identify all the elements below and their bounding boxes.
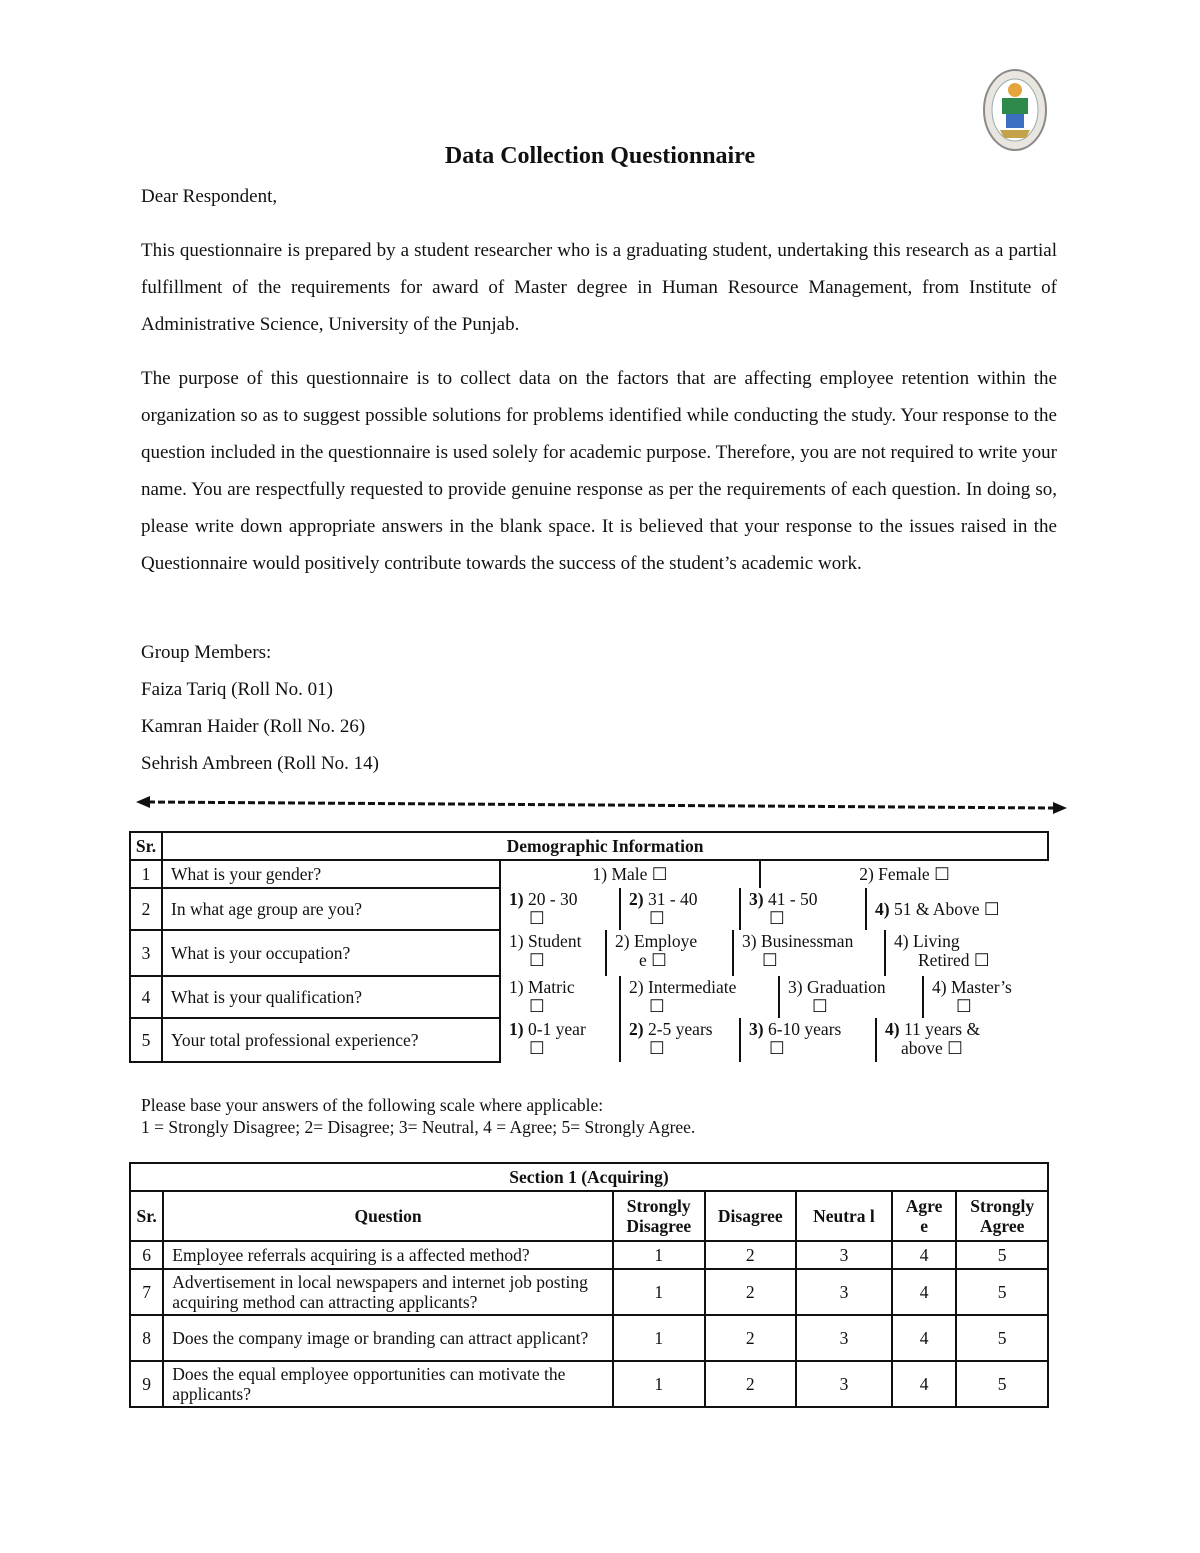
- question-experience: Your total professional experience?: [162, 1018, 500, 1062]
- purpose-paragraph: The purpose of this questionnaire is to collect data on the factors that are affecting employee retention within the organization so as to suggest possible solutions for problems identified while conducting the study. Your response to the question included in the questionnaire is used solely for academic purpose. Therefore, you are not required to write your name. You are respectfully requested to provide genuine response as per the requirements of each question. In doing so, please write down appropriate answers in the blank space. It is believed that your response to the issues raised in the Questionnaire would positively contribute towards the success of the student’s academic work.: [141, 368, 1057, 574]
- table-row: [130, 1315, 1048, 1361]
- rating-cell[interactable]: 4: [892, 1315, 957, 1361]
- rating-cell[interactable]: 3: [796, 1315, 892, 1361]
- question-age: In what age group are you?: [162, 888, 500, 930]
- col-header: Strongly Disagree: [613, 1191, 705, 1241]
- rating-cell[interactable]: 2: [705, 1315, 797, 1361]
- page-title: Data Collection Questionnaire: [444, 143, 756, 169]
- scale-line-2: 1 = Strongly Disagree; 2= Disagree; 3= Neutral, 4 = Agree; 5= Strongly Agree.: [141, 1117, 696, 1137]
- scale-instructions: [141, 1094, 695, 1138]
- member-name: Faiza Tariq (Roll No. 01): [141, 679, 333, 700]
- option-age-1[interactable]: 1) 20 - 30 ☐: [501, 888, 620, 930]
- question-qualification: What is your qualification?: [162, 976, 500, 1018]
- rating-cell[interactable]: 2: [705, 1361, 797, 1407]
- option-age-3[interactable]: 3) 41 - 50 ☐: [740, 888, 866, 930]
- option-retired[interactable]: 4) Living Retired ☐: [894, 931, 990, 970]
- rating-cell[interactable]: 2: [705, 1241, 797, 1269]
- row-sr: 8: [130, 1315, 163, 1361]
- rating-cell[interactable]: 1: [613, 1269, 705, 1315]
- col-header: Neutra l: [796, 1191, 892, 1241]
- option-exp-3[interactable]: 3) 6-10 years ☐: [740, 1018, 876, 1062]
- section1-title: Section 1 (Acquiring): [130, 1163, 1048, 1191]
- row-sr: 7: [130, 1269, 163, 1315]
- option-intermediate[interactable]: 2) Intermediate ☐: [620, 976, 779, 1018]
- occupation-options: [500, 930, 1048, 976]
- row-sr: 9: [130, 1361, 163, 1407]
- gender-options: [500, 860, 1048, 888]
- rating-cell[interactable]: 5: [956, 1361, 1048, 1407]
- row-sr: 3: [130, 930, 162, 976]
- col-header: Sr.: [130, 1191, 163, 1241]
- row-sr: 5: [130, 1018, 162, 1062]
- qualification-options: [500, 976, 1048, 1018]
- demographic-header: Demographic Information: [162, 832, 1048, 860]
- intro-paragraph: This questionnaire is prepared by a student researcher who is a graduating student, undertaking this research as a partial fulfillment of the requirements for award of Master degree in Human Resource Management, from Institute of Administrative Science, University of the Punjab.: [141, 240, 1057, 335]
- greeting: Dear Respondent,: [141, 186, 278, 207]
- cut-line-divider: [134, 796, 1069, 818]
- option-female[interactable]: 2) Female ☐: [859, 864, 950, 884]
- question-gender: What is your gender?: [162, 860, 500, 888]
- option-exp-4[interactable]: 4) 11 years & above ☐: [885, 1019, 981, 1058]
- rating-cell[interactable]: 4: [892, 1269, 957, 1315]
- rating-cell[interactable]: 5: [956, 1269, 1048, 1315]
- rating-cell[interactable]: 3: [796, 1361, 892, 1407]
- question-occupation: What is your occupation?: [162, 930, 500, 976]
- rating-cell[interactable]: 1: [613, 1315, 705, 1361]
- table-row: [130, 1241, 1048, 1269]
- table-row: [130, 1269, 1048, 1315]
- table-row: [130, 1361, 1048, 1407]
- row-sr: 6: [130, 1241, 163, 1269]
- option-age-2[interactable]: 2) 31 - 40 ☐: [620, 888, 740, 930]
- demographic-table: [129, 831, 1049, 1063]
- section1-table: [129, 1162, 1049, 1408]
- row-sr: 1: [130, 860, 162, 888]
- rating-cell[interactable]: 1: [613, 1241, 705, 1269]
- sr-header: Sr.: [130, 832, 162, 860]
- member-name: Kamran Haider (Roll No. 26): [141, 716, 366, 737]
- option-age-4[interactable]: 4) 51 & Above ☐: [875, 898, 1000, 919]
- option-matric[interactable]: 1) Matric ☐: [501, 976, 620, 1018]
- row-question: Does the equal employee opportunities can motivate the applicants?: [163, 1361, 613, 1407]
- option-businessman[interactable]: 3) Businessman ☐: [733, 930, 885, 976]
- group-members-label: Group Members:: [141, 642, 272, 663]
- row-question: Does the company image or branding can attract applicant?: [163, 1315, 613, 1361]
- rating-cell[interactable]: 3: [796, 1241, 892, 1269]
- option-employee[interactable]: 2) Employe e ☐: [606, 930, 733, 976]
- row-sr: 4: [130, 976, 162, 1018]
- member-name: Sehrish Ambreen (Roll No. 14): [141, 753, 380, 774]
- university-logo: [982, 68, 1048, 152]
- rating-cell[interactable]: 5: [956, 1241, 1048, 1269]
- scale-line-1: Please base your answers of the following scale where applicable:: [141, 1095, 604, 1115]
- option-exp-2[interactable]: 2) 2-5 years ☐: [620, 1018, 740, 1062]
- rating-cell[interactable]: 5: [956, 1315, 1048, 1361]
- col-header: Strongly Agree: [956, 1191, 1048, 1241]
- col-header: Question: [163, 1191, 613, 1241]
- experience-options: [500, 1018, 1048, 1062]
- rating-cell[interactable]: 1: [613, 1361, 705, 1407]
- rating-cell[interactable]: 4: [892, 1241, 957, 1269]
- col-header: Agre e: [892, 1191, 957, 1241]
- option-student[interactable]: 1) Student ☐: [501, 930, 606, 976]
- row-question: Advertisement in local newspapers and internet job posting acquiring method can attracting applicants?: [163, 1269, 613, 1315]
- option-male[interactable]: 1) Male ☐: [501, 861, 760, 888]
- option-exp-1[interactable]: 1) 0-1 year ☐: [501, 1018, 620, 1062]
- option-masters[interactable]: 4) Master’s ☐: [932, 977, 1012, 1016]
- row-sr: 2: [130, 888, 162, 930]
- col-header: Disagree: [705, 1191, 797, 1241]
- rating-cell[interactable]: 4: [892, 1361, 957, 1407]
- row-question: Employee referrals acquiring is a affected method?: [163, 1241, 613, 1269]
- rating-cell[interactable]: 3: [796, 1269, 892, 1315]
- option-graduation[interactable]: 3) Graduation ☐: [779, 976, 923, 1018]
- age-options: [500, 888, 1048, 930]
- rating-cell[interactable]: 2: [705, 1269, 797, 1315]
